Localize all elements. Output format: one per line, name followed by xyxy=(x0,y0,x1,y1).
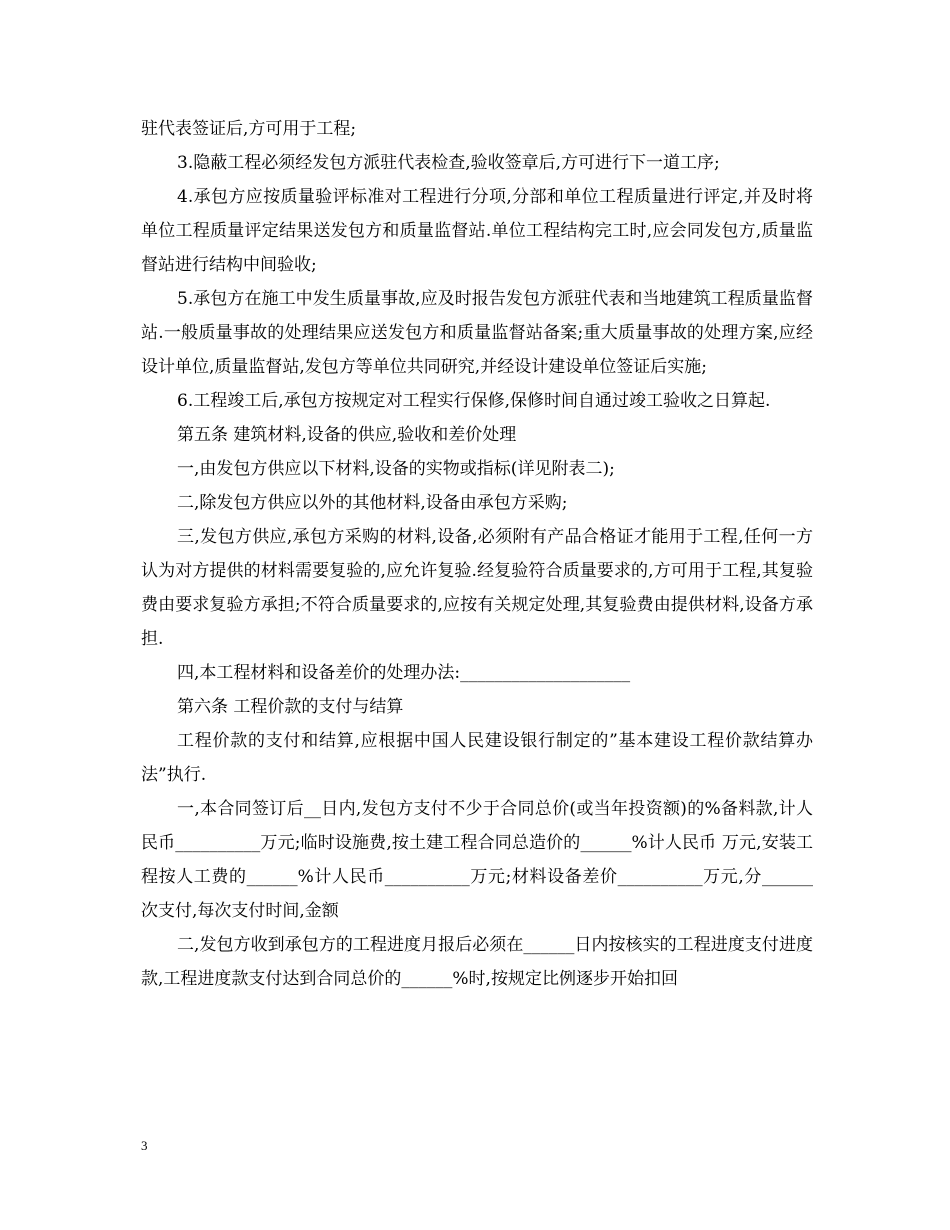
article-5-clause-3: 三,发包方供应,承包方采购的材料,设备,必须附有产品合格证才能用于工程,任何一方认为对方提供的材料需要复验的,应允许复验.经复验符合质量要求的,方可用于工程,其复验费由要求复验方承担;不符合质量要求的,应按有关规定处理,其复验费由提供材料,设备方承担. xyxy=(141,527,813,649)
article-5-clause-2: 二,除发包方供应以外的其他材料,设备由承包方采购; xyxy=(177,493,568,513)
paragraph-item-6: 6.工程竣工后,承包方按规定对工程实行保修,保修时间自通过竣工验收之日算起. xyxy=(177,391,771,411)
article-5-clause-1: 一,由发包方供应以下材料,设备的实物或指标(详见附表二); xyxy=(177,459,615,479)
article-5-heading: 第五条 建筑材料,设备的供应,验收和差价处理 xyxy=(177,425,517,445)
paragraph-item-4: 4.承包方应按质量验评标准对工程进行分项,分部和单位工程质量进行评定,并及时将单位工程质量评定结果送发包方和质量监督站.单位工程结构完工时,应会同发包方,质量监督站进行结构中间验收; xyxy=(141,187,813,275)
paragraph-item-5: 5.承包方在施工中发生质量事故,应及时报告发包方派驻代表和当地建筑工程质量监督站.一般质量事故的处理结果应送发包方和质量监督站备案;重大质量事故的处理方案,应经设计单位,质量监督站,发包方等单位共同研究,并经设计建设单位签证后实施; xyxy=(141,289,813,377)
article-6-clause-2: 二,发包方收到承包方的工程进度月报后必须在______日内按核实的工程进度支付进度款,工程进度款支付达到合同总价的______%时,按规定比例逐步开始扣回 xyxy=(141,935,813,989)
page-number: 3 xyxy=(141,1138,148,1153)
paragraph-continuation: 驻代表签证后,方可用于工程; xyxy=(141,119,357,139)
article-6-heading: 第六条 工程价款的支付与结算 xyxy=(177,697,404,717)
paragraph-item-3: 3.隐蔽工程必须经发包方派驻代表检查,验收签章后,方可进行下一道工序; xyxy=(177,153,720,173)
article-6-intro: 工程价款的支付和结算,应根据中国人民建设银行制定的”基本建设工程价款结算办法”执行. xyxy=(141,731,813,785)
article-6-clause-1: 一,本合同签订后__日内,发包方支付不少于合同总价(或当年投资额)的%备料款,计人民币__________万元;临时设施费,按土建工程合同总造价的______%计人民币 万元,安装工程按人工费的______%计人民币__________万元;材料设备差价__________万元,分______次支付,每次支付时间,金额 xyxy=(141,799,813,921)
document-body xyxy=(141,112,813,996)
article-5-clause-4: 四,本工程材料和设备差价的处理办法:____________________ xyxy=(177,663,631,683)
